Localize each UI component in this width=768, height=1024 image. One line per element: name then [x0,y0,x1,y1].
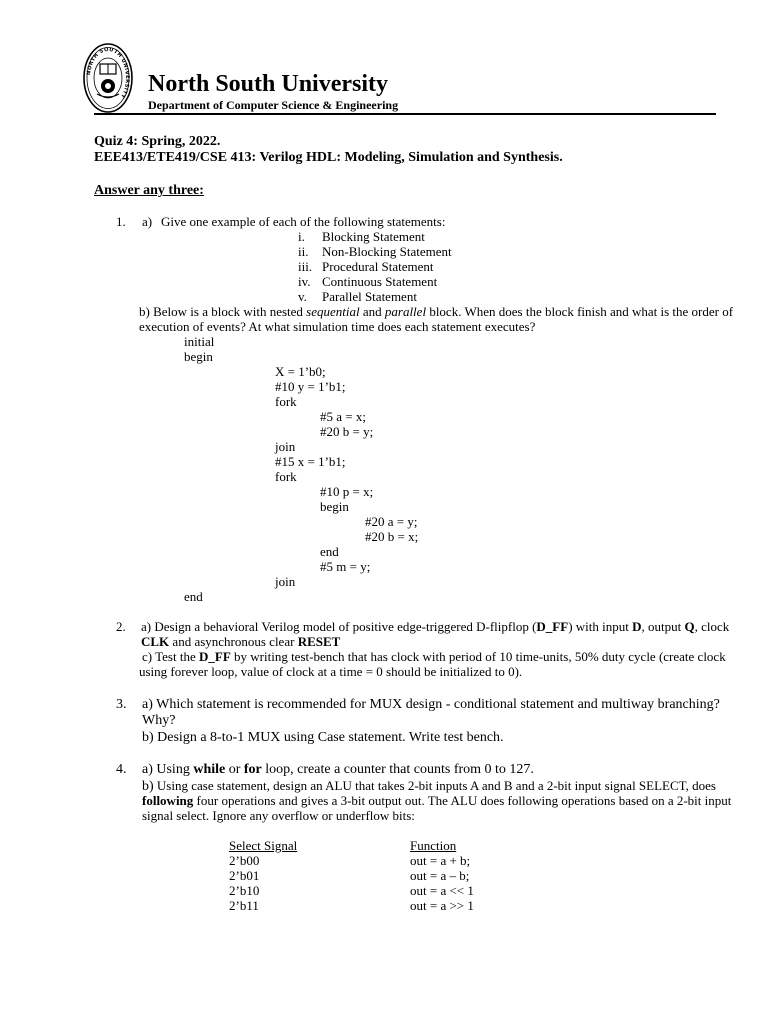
table-cell: 2’b10 [229,883,260,898]
code-line: #10 y = 1’b1; [275,379,346,394]
q1a-text: Give one example of each of the following statements: [161,214,446,229]
code-line: end [320,544,339,559]
q2a-line2: CLK and asynchronous clear RESET [141,634,341,649]
table-header: Function [410,838,457,853]
code-line: #20 a = y; [365,514,418,529]
q4b-line2: following four operations and gives a 3-bit output out. The ALU does following operations based on a 2-bit input [142,793,732,808]
q1a-label: a) [142,214,153,229]
q2c-line1: c) Test the D_FF by writing test-bench that has clock with period of 10 time-units, 50% duty cycle (create clock [142,649,726,664]
table-cell: out = a << 1 [410,883,474,898]
code-line: end [184,589,203,604]
list-item: Continuous Statement [322,274,438,289]
header-divider [94,113,716,115]
code-line: #5 a = x; [320,409,366,424]
q4b-line1: b) Using case statement, design an ALU that takes 2-bit inputs A and B and a 2-bit input signal SELECT, does [142,778,716,794]
code-line: begin [320,499,349,514]
list-item-number: ii. [298,244,309,259]
code-line: fork [275,394,297,409]
department-name: Department of Computer Science & Engineering [148,98,399,112]
table-cell: 2’b11 [229,898,259,913]
q4-number: 4. [116,762,127,777]
q4b-line3: signal select. Ignore any overflow or underflow bits: [142,808,415,823]
list-item-number: v. [298,289,307,304]
code-line: #5 m = y; [320,559,371,574]
table-cell: 2’b01 [229,868,260,883]
instruction: Answer any three: [94,183,204,198]
table-cell: 2’b00 [229,853,260,868]
code-line: join [275,439,296,454]
table-cell: out = a >> 1 [410,898,474,913]
q4a-line: a) Using while or for loop, create a counter that counts from 0 to 127. [142,762,534,777]
code-line: initial [184,334,215,349]
q2-number: 2. [116,619,126,634]
code-line: #20 b = x; [365,529,419,544]
q1-number: 1. [116,214,126,229]
code-line: #20 b = y; [320,424,374,439]
university-name: North South University [148,71,389,97]
list-item-number: iv. [298,274,311,289]
svg-text:NORTH SOUTH UNIVERSITY: NORTH SOUTH UNIVERSITY [86,46,131,100]
code-line: join [275,574,296,589]
q3a-line2: Why? [142,713,176,728]
q1b-line2: execution of events? At what simulation time does each statement executes? [139,319,536,334]
q3-number: 3. [116,697,127,712]
table-cell: out = a – b; [410,868,470,883]
course-title: EEE413/ETE419/CSE 413: Verilog HDL: Modeling, Simulation and Synthesis. [94,150,563,165]
q3a-line1: a) Which statement is recommended for MUX design - conditional statement and multiway branching? [142,697,720,712]
list-item: Non-Blocking Statement [322,244,452,259]
list-item-number: iii. [298,259,313,274]
table-cell: out = a + b; [410,853,471,868]
code-line: X = 1’b0; [275,364,326,379]
q1b-line1: b) Below is a block with nested sequential and parallel block. When does the block finish and what is the order of [139,304,734,319]
code-line: fork [275,469,297,484]
code-line: begin [184,349,213,364]
list-item: Procedural Statement [322,259,434,274]
code-line: #10 p = x; [320,484,374,499]
university-seal-icon [83,42,133,114]
table-header: Select Signal [229,838,298,853]
q2a-line1: a) Design a behavioral Verilog model of positive edge-triggered D-flipflop (D_FF) with input D, output Q, clock [141,619,730,634]
list-item: Parallel Statement [322,289,417,304]
code-line: #15 x = 1’b1; [275,454,346,469]
quiz-title: Quiz 4: Spring, 2022. [94,134,221,149]
q2c-line2: using forever loop, value of clock at a time = 0 should be initialized to 0). [139,664,523,679]
list-item: Blocking Statement [322,229,425,244]
q3b-line: b) Design a 8-to-1 MUX using Case statement. Write test bench. [142,730,504,745]
list-item-number: i. [298,229,305,244]
